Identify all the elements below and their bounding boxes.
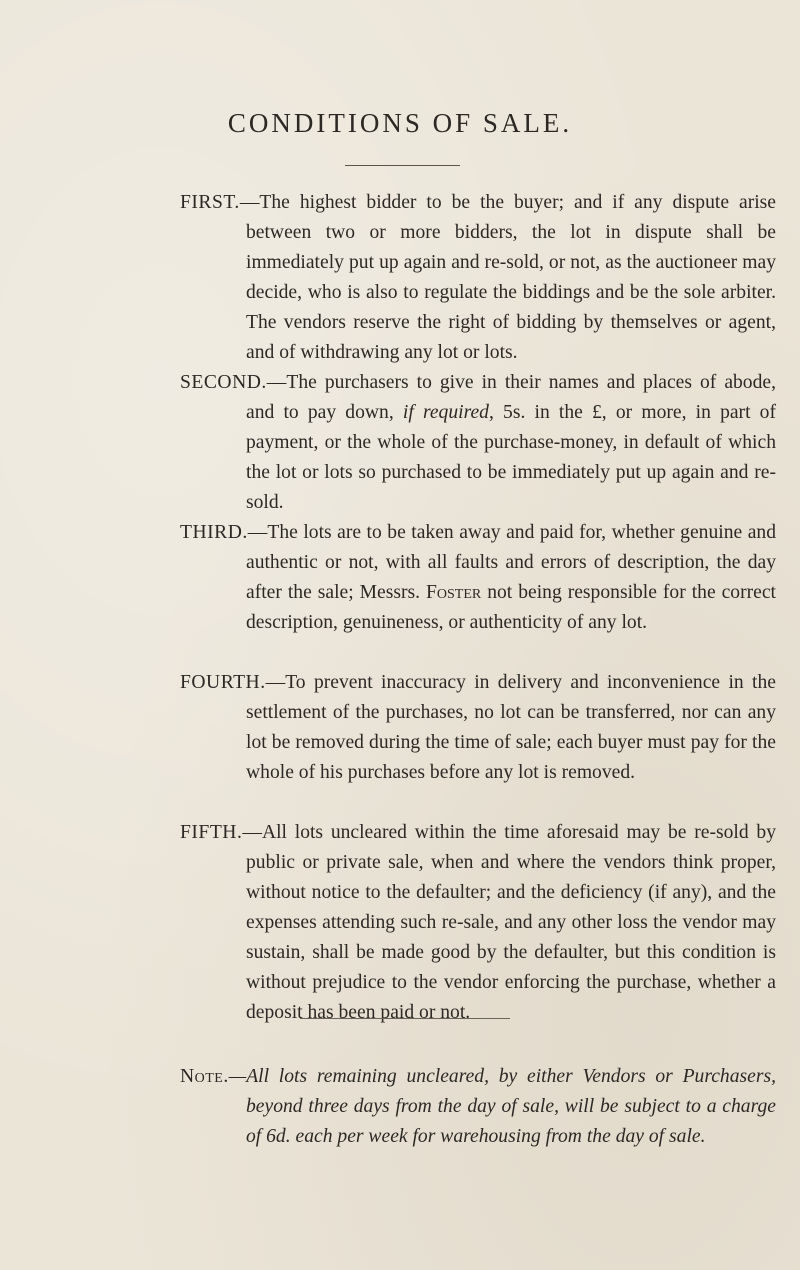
clause-fifth xyxy=(180,818,776,1028)
clause-third-text-smallcaps: Foster xyxy=(426,582,482,603)
note xyxy=(180,1062,776,1152)
clause-fifth-text: —All lots uncleared within the time aforesaid may be re-sold by public or private sale, when and where the vendors think proper, without notice to the defaulter; and the deficiency (if any), and the expenses attending such re-sale, and any other loss the vendor may sustain, shall be made good by the defaulter, but this condition is without prejudice to the vendor enforcing the purchase, whether a deposit has been paid or not. xyxy=(242,822,776,1023)
note-divider xyxy=(300,1018,510,1019)
clause-second xyxy=(180,368,777,518)
clause-fifth-lead: FIFTH. xyxy=(180,822,243,843)
clause-fourth-text: —To prevent inaccuracy in delivery and inconvenience in the settlement of the purchases, no lot can be transferred, nor can any lot be removed during the time of sale; each buyer must pay for the whole of his purchases before any lot is removed. xyxy=(246,672,776,783)
clause-third-text-before: —The lots are to be taken away and paid for, whether genuine and authentic or not, with all faults and errors of description, the day after the sale; Messrs. xyxy=(246,522,776,603)
clause-third-text-after: not being responsible for the correct description, genuineness, or authenticity of any lot. xyxy=(246,582,776,633)
clause-third xyxy=(180,518,776,638)
clause-second-text-after: , 5s. in the £, or more, in part of payment, or the whole of the purchase-money, in default of which the lot or lots so purchased to be immediately put up again and re-sold. xyxy=(246,402,777,513)
clause-first-text: —The highest bidder to be the buyer; and if any dispute arise between two or more bidders, the lot in dispute shall be immediately put up again and re-sold, or not, as the auctioneer may decide, who is also to regulate the biddings and be the sole arbiter. The vendors reserve the right of bidding by themselves or agent, and of withdrawing any lot or lots. xyxy=(239,192,776,363)
clause-fourth-lead: FOURTH. xyxy=(180,672,266,693)
clause-third-lead: THIRD. xyxy=(180,522,248,543)
clause-second-lead: SECOND. xyxy=(180,372,267,393)
title-divider xyxy=(345,165,460,166)
clause-second-text-italic: if required xyxy=(402,402,489,423)
page-title: CONDITIONS OF SALE. xyxy=(227,108,573,138)
note-label: Note. xyxy=(180,1066,229,1087)
clause-second-text-before: —The purchasers to give in their names and places of abode, and to pay down, xyxy=(246,372,776,423)
clause-fourth xyxy=(180,668,776,788)
clause-first-lead: FIRST. xyxy=(180,192,240,213)
clause-first xyxy=(180,188,776,368)
note-text: —All lots remaining uncleared, by either Vendors or Purchasers, beyond three days from the day of sale, will be subject to a charge of 6d. each per week for warehousing from the day of sale. xyxy=(228,1066,776,1147)
